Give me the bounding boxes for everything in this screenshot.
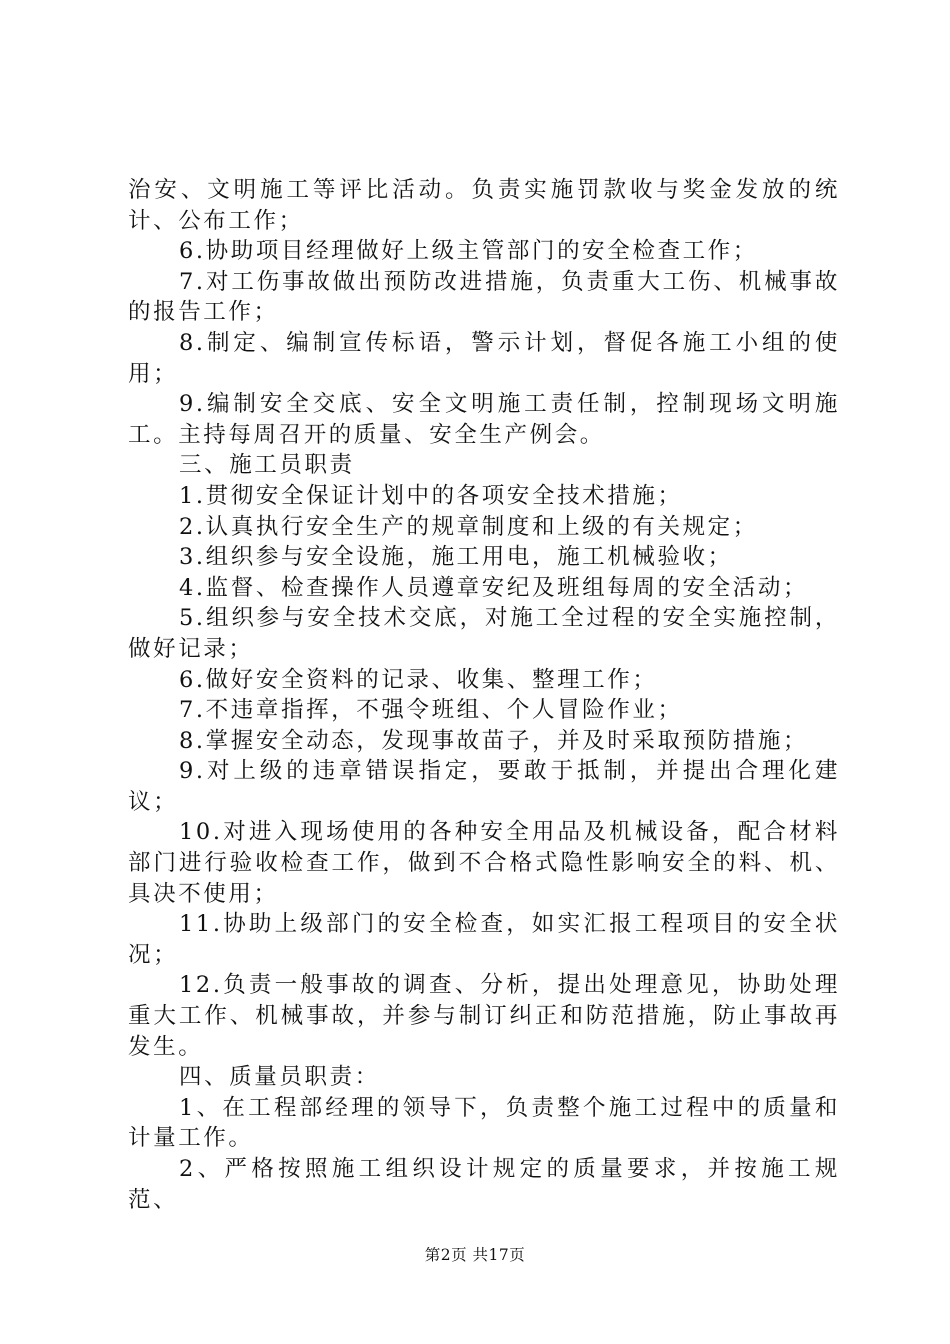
paragraph-item: 1、在工程部经理的领导下，负责整个施工过程中的质量和计量工作。 bbox=[128, 1094, 840, 1152]
paragraph-item: 2.认真执行安全生产的规章制度和上级的有关规定； bbox=[179, 513, 758, 540]
paragraph-item: 8.制定、编制宣传标语，警示计划，督促各施工小组的使用； bbox=[128, 329, 840, 387]
paragraph-continuation: 治安、文明施工等评比活动。负责实施罚款收与奖金发放的统计、公布工作； bbox=[128, 177, 840, 234]
paragraph-item: 4.监督、检查操作人员遵章安纪及班组每周的安全活动； bbox=[179, 574, 809, 601]
paragraph-item: 6.协助项目经理做好上级主管部门的安全检查工作； bbox=[179, 238, 758, 265]
paragraph-item: 6.做好安全资料的记录、收集、整理工作； bbox=[179, 666, 658, 693]
section-heading: 四、质量员职责： bbox=[179, 1064, 380, 1091]
paragraph-item: 12.负责一般事故的调查、分析，提出处理意见，协助处理重大工作、机械事故，并参与制订纠正和防范措施，防止事故再发生。 bbox=[128, 972, 840, 1060]
paragraph-item: 7.对工伤事故做出预防改进措施，负责重大工伤、机械事故的报告工作； bbox=[128, 268, 840, 326]
paragraph-item: 8.掌握安全动态，发现事故苗子，并及时采取预防措施； bbox=[179, 727, 809, 754]
paragraph-item: 3.组织参与安全设施，施工用电，施工机械验收； bbox=[179, 544, 733, 571]
document-body bbox=[128, 175, 840, 1215]
paragraph-item: 7.不违章指挥，不强令班组、个人冒险作业； bbox=[179, 697, 683, 724]
paragraph-item: 5.组织参与安全技术交底，对施工全过程的安全实施控制，做好记录； bbox=[128, 605, 840, 662]
paragraph-item: 1.贯彻安全保证计划中的各项安全技术措施； bbox=[179, 482, 683, 509]
paragraph-item: 9.对上级的违章错误指定，要敢于抵制，并提出合理化建议； bbox=[128, 758, 840, 815]
paragraph-item: 9.编制安全交底、安全文明施工责任制，控制现场文明施工。主持每周召开的质量、安全生产例会。 bbox=[128, 391, 840, 448]
section-heading: 三、施工员职责 bbox=[179, 452, 355, 479]
paragraph-item: 2、严格按照施工组织设计规定的质量要求，并按施工规范、 bbox=[128, 1156, 840, 1213]
paragraph-item: 11.协助上级部门的安全检查，如实汇报工程项目的安全状况； bbox=[128, 911, 840, 968]
page-number-footer: 第2页 共17页 bbox=[424, 1246, 526, 1264]
paragraph-item: 10.对进入现场使用的各种安全用品及机械设备，配合材料部门进行验收检查工作，做到不合格式隐性影响安全的料、机、具决不使用； bbox=[128, 819, 840, 907]
